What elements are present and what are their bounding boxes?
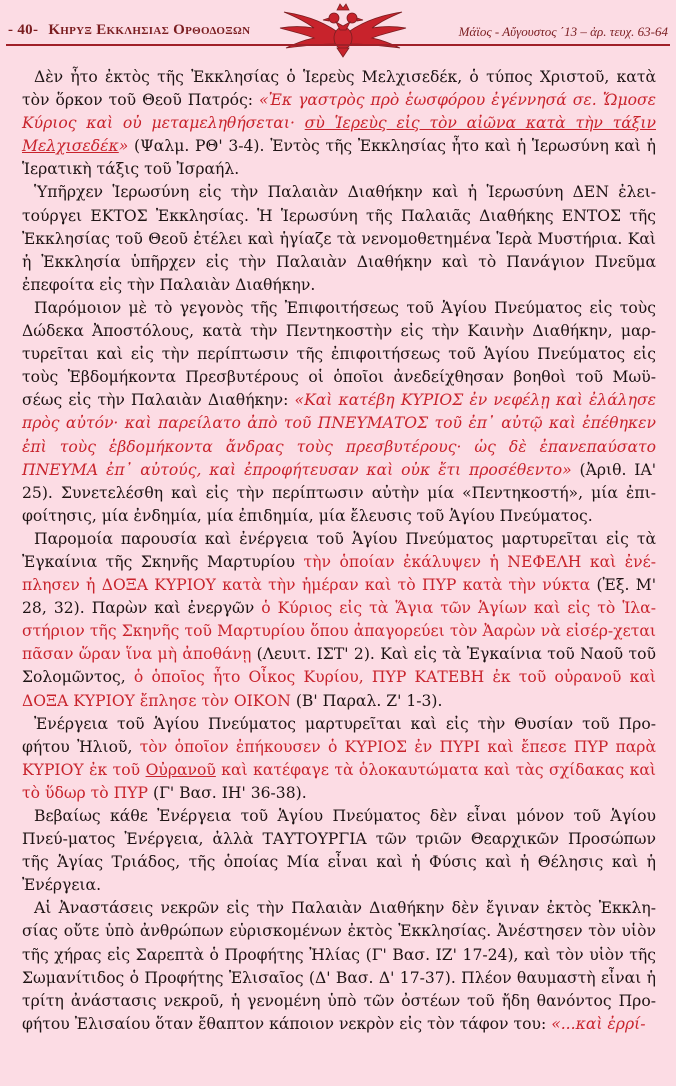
body-text: Παρομοία παρουσία καὶ ἐνέργεια τοῦ Ἁγίου Πνεύματος μαρτυρεῖται εἰς τὰ Ἐγκαίνια τῆς Σκηνῆς Μαρτυρίου xyxy=(22,529,656,571)
quote-text: «Καὶ κατέβη ΚΥΡΙΟΣ ἐν νεφέλῃ καὶ ἐλάλησε πρὸς αὐτόν· καὶ παρείλατο ἀπὸ τοῦ ΠΝΕΥΜΑΤΟΣ τοῦ ἐπ᾽ αὐτῷ καὶ ἐπέθηκεν ἐπὶ τοὺς ἑβδομήκοντα ἄνδρας τοὺς πρεσβυτέρους· ὡς δὲ ἐπανεπαύσατο ΠΝΕΥΜΑ ἐπ᾽ αὐτούς, καὶ ἐπροφήτευσαν καὶ οὐκ ἔτι προσέθεντο» xyxy=(22,391,656,479)
article-body xyxy=(22,66,656,1036)
issue-info: Μάϊος - Αὔγουστος ΄13 – ἀρ. τευχ. 63-64 xyxy=(458,24,668,39)
page-header xyxy=(0,0,676,62)
quote-text: «Ἐκ γαστρὸς πρὸ ἑωσφόρου ἐγέννησά σε. Ὤμοσε Κύριος καὶ οὐ μεταμεληθήσεται· xyxy=(22,91,656,133)
body-text: (Λευιτ. ΙΣΤ' 2). Καὶ εἰς τὰ Ἐγκαίνια τοῦ Ναοῦ τοῦ Σολομῶντος, xyxy=(22,645,656,687)
quote-text: τὴν ὁποίαν ἐκάλυψεν ἡ ΝΕΦΕΛΗ καὶ ἐνέ-πλησεν ἡ ΔΟΞΑ ΚΥΡΙΟΥ κατὰ τὴν ἡμέραν καὶ τὸ ΠΥΡ κατὰ τὴν νύκτα xyxy=(22,552,656,595)
paragraph xyxy=(22,297,656,528)
paragraph xyxy=(22,528,656,713)
quote-text: σὺ Ἱερεὺς εἰς τὸν αἰῶνα κατὰ τὴν τάξιν Μελχισεδέκ xyxy=(22,114,656,156)
quote-text: Οὐρανοῦ xyxy=(145,760,216,779)
quote-text: ὁ Κύριος εἰς τὰ Ἅγια τῶν Ἁγίων καὶ εἰς τὸ Ἱλα-στήριον τῆς Σκηνῆς τοῦ Μαρτυρίου ὅπου ἀπαγορεύει τὸν Ἀαρὼν νὰ εἰσέρ-χεται πᾶσαν ὥραν ἵνα μὴ ἀποθάνῃ xyxy=(22,599,656,664)
double-headed-eagle-icon xyxy=(262,2,424,58)
body-text: (Β' Παραλ. Ζ' 1-3). xyxy=(290,691,443,710)
quote-text: τὸν ὁποῖον ἐπήκουσεν ὁ ΚΥΡΙΟΣ ἐν ΠΥΡΙ καὶ ἔπεσε ΠΥΡ παρὰ ΚΥΡΙΟΥ ἐκ τοῦ xyxy=(22,737,656,779)
quote-text: ὁ ὁποῖος ἦτο Οἶκος Κυρίου, ΠΥΡ ΚΑΤΕΒΗ ἐκ τοῦ οὐρανοῦ καὶ ΔΟΞΑ ΚΥΡΙΟΥ ἔπλησε τὸν ΟΙΚΟΝ xyxy=(22,668,656,710)
header-rule xyxy=(6,44,670,46)
quote-text: » xyxy=(118,137,129,156)
paragraph xyxy=(22,181,656,296)
body-text: Δὲν ἦτο ἐκτὸς τῆς Ἐκκλησίας ὁ Ἱερεὺς Μελχισεδέκ, ὁ τύπος Χριστοῦ, κατὰ τὸν ὅρκον τοῦ Θεοῦ Πατρός: xyxy=(22,68,656,110)
body-text: (Ἐξ. Μ' 28, 32). Παρὼν καὶ ἐνεργῶν xyxy=(22,576,656,618)
body-text: Παρόμοιον μὲ τὸ γεγονὸς τῆς Ἐπιφοιτήσεως τοῦ Ἁγίου Πνεύματος εἰς τοὺς Δώδεκα Ἀποστόλους, κατὰ τὴν Πεντηκοστὴν εἰς τὴν Καινὴν Διαθήκην, μαρ-τυρεῖται καὶ εἰς τὴν περίπτωσιν τῆς ἐπιφοιτήσεως τοῦ Ἁγίου Πνεύματος εἰς τοὺς Ἑβδομήκοντα Πρεσβυτέρους οἱ ὁποῖοι ἀνεδείχθησαν βοηθοὶ τοῦ Μωϋ-σέως εἰς τὴν Παλαιὰν Διαθήκην: xyxy=(22,298,656,410)
paragraph xyxy=(22,713,656,805)
quote-text: καὶ κατέφαγε τὰ ὁλοκαυτώματα καὶ τὰς σχίδακας καὶ τὸ ὕδωρ τὸ ΠΥΡ xyxy=(22,760,657,802)
body-text: Βεβαίως κάθε Ἐνέργεια τοῦ Ἁγίου Πνεύματος δὲν εἶναι μόνον τοῦ Ἁγίου Πνεύ-ματος Ἐνέργεια, ἀλλὰ ΤΑΥΤΟΥΡΓΙΑ τῶν τριῶν Θεαρχικῶν Προσώπων τῆς Ἁγίας Τριάδος, τῆς ὁποίας Μία εἶναι καὶ ἡ Φύσις καὶ ἡ Θέλησις καὶ ἡ Ἐνέργεια. xyxy=(22,807,656,895)
header-left xyxy=(8,22,250,39)
body-text: Αἱ Ἀναστάσεις νεκρῶν εἰς τὴν Παλαιὰν Διαθήκην δὲν ἔγιναν ἐκτὸς Ἐκκλη-σίας οὔτε ὑπὸ ἀνθρώπων εὑρισκομένων ἐκτὸς Ἐκκλησίας. Ἀνέστησεν τὸν υἱὸν τῆς χήρας εἰς Σαρεπτὰ ὁ Προφήτης Ἠλίας (Γ' Βασ. ΙΖ' 17-24), καὶ τὸν υἱὸν τῆς Σωμανίτιδος ὁ Προφήτης Ἐλισαῖος (Δ' Βασ. Δ' 17-37). Πλέον θαυμαστὴ εἶναι ἡ τρίτη ἀνάστασις νεκροῦ, ἡ γενομένη ὑπὸ τῶν ὀστέων τοῦ ἤδη θανόντος Προ-φήτου Ἐλισαίου ὅταν ἔθαπτον κάποιον νεκρὸν εἰς τὸν τάφον του: xyxy=(22,899,656,1033)
paragraph xyxy=(22,897,656,1036)
body-text: (Ἀριθ. ΙΑ' 25). Συνετελέσθη καὶ εἰς τὴν περίπτωσιν αὐτὴν μία «Πεντηκοστή», μία ἐπι-φοίτησις, μία ἐνδημία, μία ἐπιδημία, μία ἔλευσις τοῦ Ἁγίου Πνεύματος. xyxy=(22,460,657,525)
quote-text: «...καὶ ἐρρί- xyxy=(551,1014,646,1033)
page-number: - 40- xyxy=(8,22,39,38)
body-text: (Γ' Βασ. ΙΗ' 36-38). xyxy=(148,783,307,802)
body-text: Ἐνέργεια τοῦ Ἁγίου Πνεύματος μαρτυρεῖται καὶ εἰς τὴν Θυσίαν τοῦ Προ-φήτου Ἠλιοῦ, xyxy=(22,714,656,756)
paragraph xyxy=(22,66,656,181)
body-text: (Ψαλμ. ΡΘ' 3-4). Ἐντὸς τῆς Ἐκκλησίας ἦτο καὶ ἡ Ἱερωσύνη καὶ ἡ Ἱερατικὴ τάξις τοῦ Ἰσραήλ. xyxy=(22,137,656,179)
journal-title: Κηρυξ Εκκλησιας Ορθοδοξων xyxy=(48,22,251,38)
paragraph xyxy=(22,805,656,897)
body-text: Ὑπῆρχεν Ἱερωσύνη εἰς τὴν Παλαιὰν Διαθήκην καὶ ἡ Ἱερωσύνη ΔΕΝ ἐλει-τούργει ΕΚΤΟΣ Ἐκκλησίας. Ἡ Ἱερωσύνη τῆς Παλαιᾶς Διαθήκης ΕΝΤΟΣ τῆς Ἐκκλησίας τοῦ Θεοῦ ἐτέλει καὶ ἡγίαζε τὰ νενομοθετημένα Ἱερὰ Μυστήρια. Καὶ ἡ Ἐκκλησία ὑπῆρχεν εἰς τὴν Παλαιὰν Διαθήκην καὶ τὸ Πανάγιον Πνεῦμα ἐπεφοίτα εἰς τὴν Παλαιὰν Διαθήκην. xyxy=(22,183,656,294)
